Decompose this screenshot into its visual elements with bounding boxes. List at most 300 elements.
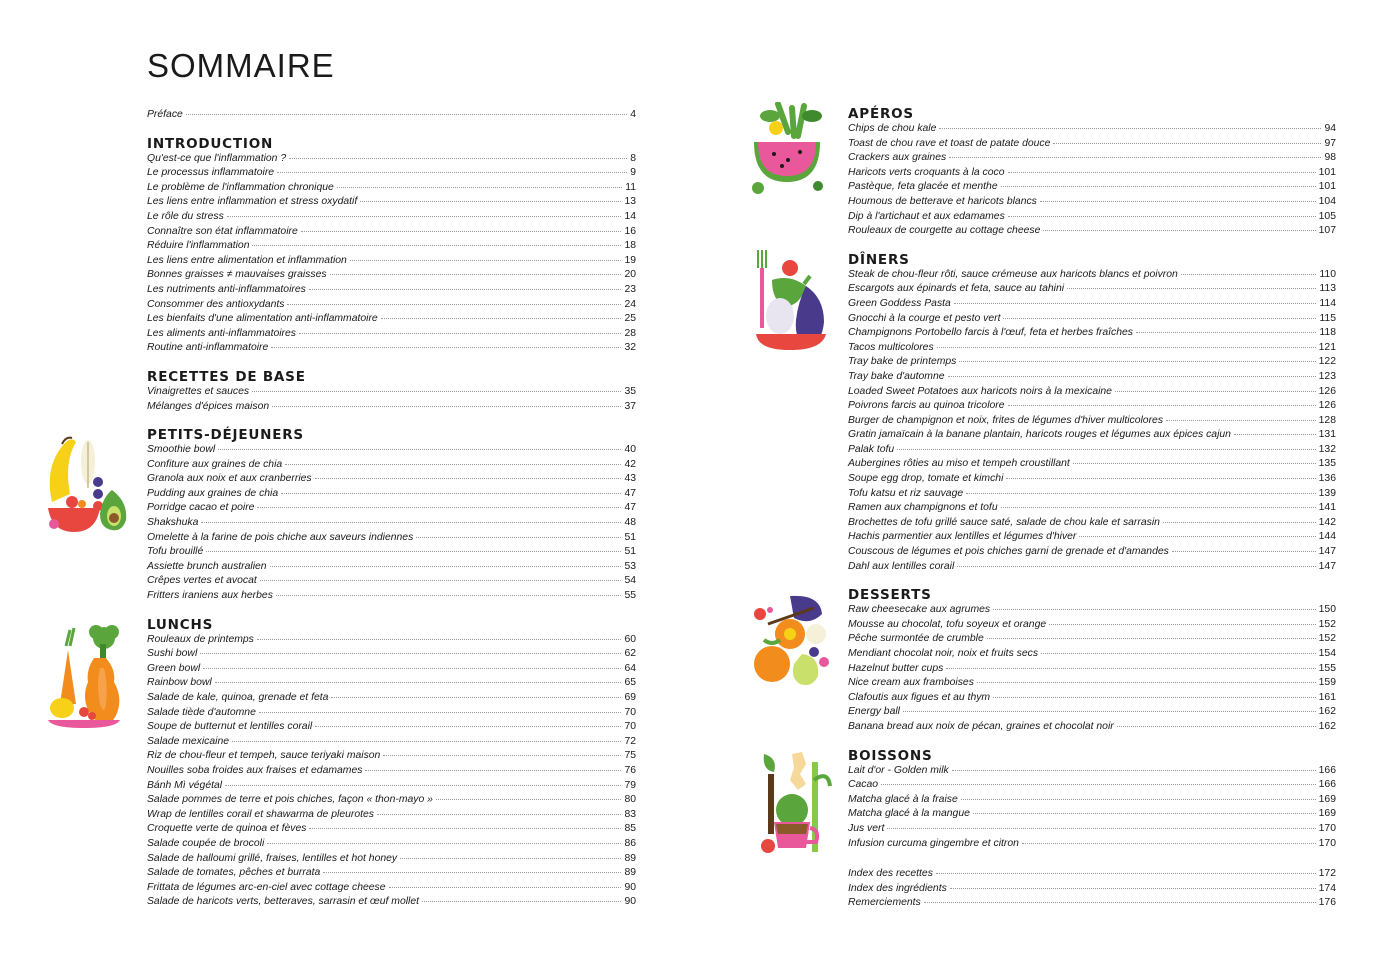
dot-leader (1006, 478, 1315, 479)
entry-title: Qu'est-ce que l'inflammation ? (147, 152, 287, 164)
entry-page-number: 4 (630, 109, 636, 120)
toc-section-lunchs (147, 617, 636, 910)
entry-page-number: 101 (1318, 181, 1336, 193)
entry-page-number: 19 (624, 254, 636, 266)
section-heading: LUNCHS (147, 616, 214, 633)
entry-title: Omelette à la farine de pois chiche aux saveurs indiennes (147, 531, 414, 543)
dot-leader (277, 172, 627, 173)
dot-leader (215, 682, 622, 683)
entry-title: Porridge cacao et poire (147, 502, 255, 514)
dot-leader (1049, 624, 1316, 625)
entry-page-number: 83 (624, 808, 636, 820)
entry-page-number: 9 (630, 167, 636, 179)
toc-entry[interactable] (848, 166, 1336, 181)
toc-entry[interactable] (147, 239, 636, 254)
lunch-vegetables-illustration (44, 624, 124, 728)
dot-leader (1043, 230, 1315, 231)
entry-title: Salade de haricots verts, betteraves, sarrasin et œuf mollet (147, 896, 420, 908)
entry-page-number: 152 (1318, 633, 1336, 645)
dot-leader (1073, 463, 1316, 464)
breakfast-fruit-illustration (42, 432, 130, 534)
toc-entry[interactable] (147, 283, 636, 298)
dot-leader (360, 201, 621, 202)
toc-entry[interactable] (147, 633, 636, 648)
toc-entry[interactable] (147, 837, 636, 852)
toc-entry[interactable] (147, 341, 636, 356)
dot-leader (186, 114, 627, 115)
entry-page-number: 37 (624, 400, 636, 412)
entry-title: Croquette verte de quinoa et fèves (147, 823, 307, 835)
entry-title: Palak tofu (848, 443, 895, 455)
entry-title: Remerciements (848, 897, 921, 909)
entry-title: Nice cream aux framboises (848, 677, 974, 689)
entry-page-number: 60 (624, 633, 636, 645)
entry-page-number: 101 (1318, 166, 1336, 178)
entry-page-number: 54 (624, 575, 636, 587)
entry-title: Tray bake d'automne (848, 370, 945, 382)
toc-entry[interactable] (848, 428, 1336, 443)
dot-leader (1181, 274, 1317, 275)
dot-leader (225, 785, 621, 786)
dinner-vegetables-illustration (750, 246, 830, 352)
entry-title: Poivrons farcis au quinoa tricolore (848, 400, 1005, 412)
toc-entry[interactable] (848, 224, 1336, 239)
toc-entry[interactable] (848, 501, 1336, 516)
entry-title: Wrap de lentilles corail et shawarma de pleurotes (147, 808, 374, 820)
entry-title: Routine anti-inflammatoire (147, 342, 269, 354)
toc-entry[interactable] (147, 298, 636, 313)
dot-leader (276, 595, 622, 596)
entry-page-number: 126 (1318, 385, 1336, 397)
toc-entry[interactable] (147, 589, 636, 604)
entry-page-number: 154 (1318, 648, 1336, 659)
entry-page-number: 122 (1318, 356, 1336, 368)
entry-title: Les liens entre inflammation et stress oxydatif (147, 196, 358, 208)
toc-entry[interactable] (848, 662, 1336, 677)
entry-title: Dahl aux lentilles corail (848, 560, 955, 572)
entry-page-number: 170 (1318, 822, 1336, 834)
entry-title: Connaître son état inflammatoire (147, 225, 298, 237)
entry-title: Haricots verts croquants à la coco (848, 166, 1005, 178)
dot-leader (1003, 318, 1316, 319)
toc-entry[interactable] (147, 516, 636, 531)
entry-title: Soupe egg drop, tomate et kimchi (848, 473, 1004, 485)
toc-entry[interactable] (147, 662, 636, 677)
entry-page-number: 89 (624, 867, 636, 879)
entry-page-number: 14 (624, 210, 636, 222)
toc-entry[interactable] (147, 108, 636, 123)
dot-leader (252, 245, 621, 246)
dot-leader (260, 580, 622, 581)
entry-page-number: 23 (624, 283, 636, 295)
dot-leader (987, 638, 1316, 639)
dot-leader (961, 799, 1316, 800)
toc-section-misc-0 (147, 108, 636, 123)
dot-leader (400, 858, 621, 859)
toc-entry[interactable] (848, 210, 1336, 225)
dot-leader (937, 347, 1316, 348)
toc-entry[interactable] (147, 808, 636, 823)
dot-leader (1136, 332, 1316, 333)
entry-page-number: 32 (624, 342, 636, 354)
page-title: SOMMAIRE (147, 47, 335, 84)
entry-page-number: 126 (1318, 400, 1336, 412)
dot-leader (203, 668, 621, 669)
entry-title: Burger de champignon et noix, frites de légumes d'hiver multicolores (848, 414, 1164, 426)
dot-leader (1008, 172, 1316, 173)
toc-entry[interactable] (848, 414, 1336, 429)
dot-leader (383, 755, 621, 756)
entry-page-number: 80 (624, 794, 636, 806)
toc-entry[interactable] (147, 225, 636, 240)
entry-title: Tacos multicolores (848, 341, 934, 353)
entry-page-number: 90 (624, 881, 636, 893)
entry-title: Vinaigrettes et sauces (147, 385, 250, 397)
entry-page-number: 53 (624, 560, 636, 572)
entry-page-number: 161 (1318, 691, 1336, 703)
dot-leader (897, 449, 1315, 450)
toc-entry[interactable] (147, 385, 636, 400)
entry-page-number: 169 (1318, 793, 1336, 805)
toc-entry[interactable] (147, 195, 636, 210)
entry-page-number: 162 (1318, 706, 1336, 718)
entry-title: Tray bake de printemps (848, 356, 957, 368)
entry-page-number: 118 (1319, 327, 1336, 339)
toc-entry[interactable] (147, 560, 636, 575)
entry-title: Index des ingrédients (848, 882, 947, 894)
toc-entry[interactable] (848, 867, 1336, 882)
toc-entry[interactable] (848, 837, 1336, 852)
entry-title: Steak de chou-fleur rôti, sauce crémeuse aux haricots blancs et poivron (848, 268, 1178, 280)
toc-entry[interactable] (848, 516, 1336, 531)
toc-entry[interactable] (147, 254, 636, 269)
toc-entry[interactable] (147, 647, 636, 662)
entry-page-number: 90 (624, 896, 636, 908)
entry-page-number: 79 (624, 779, 636, 791)
toc-entry[interactable] (147, 793, 636, 808)
dot-leader (946, 668, 1315, 669)
entry-page-number: 8 (630, 152, 636, 164)
toc-entry[interactable] (147, 866, 636, 881)
entry-page-number: 142 (1318, 516, 1336, 528)
entry-page-number: 174 (1318, 882, 1336, 894)
toc-entry[interactable] (848, 530, 1336, 545)
entry-page-number: 13 (624, 196, 636, 208)
entry-title: Smoothie bowl (147, 444, 216, 456)
entry-title: Loaded Sweet Potatoes aux haricots noirs à la mexicaine (848, 385, 1112, 397)
entry-page-number: 123 (1318, 370, 1336, 382)
toc-entry[interactable] (848, 720, 1336, 735)
toc-entry[interactable] (147, 676, 636, 691)
entry-title: Green bowl (147, 662, 201, 674)
toc-entry[interactable] (848, 195, 1336, 210)
toc-entry[interactable] (848, 778, 1336, 793)
toc-entry[interactable] (147, 764, 636, 779)
entry-title: Le problème de l'inflammation chronique (147, 181, 334, 193)
apero-watermelon-illustration (748, 102, 828, 196)
toc-entry[interactable] (147, 501, 636, 516)
dot-leader (959, 361, 1315, 362)
entry-title: Matcha glacé à la fraise (848, 793, 958, 805)
entry-page-number: 40 (624, 444, 636, 456)
dot-leader (887, 828, 1315, 829)
toc-entry[interactable] (848, 705, 1336, 720)
toc-entry[interactable] (848, 560, 1336, 575)
entry-page-number: 76 (624, 764, 636, 776)
dot-leader (973, 813, 1316, 814)
toc-entry[interactable] (147, 691, 636, 706)
toc-entry[interactable] (848, 399, 1336, 414)
entry-page-number: 55 (624, 590, 636, 602)
toc-left-column (147, 108, 636, 910)
toc-entry[interactable] (848, 603, 1336, 618)
toc-entry[interactable] (848, 282, 1336, 297)
toc-entry[interactable] (848, 355, 1336, 370)
dot-leader (1041, 653, 1316, 654)
dot-leader (977, 682, 1316, 683)
toc-entry[interactable] (848, 807, 1336, 822)
entry-page-number: 131 (1318, 429, 1336, 441)
entry-page-number: 98 (1324, 152, 1336, 164)
entry-page-number: 135 (1318, 458, 1336, 470)
entry-page-number: 155 (1318, 662, 1336, 674)
toc-section-boissons (848, 748, 1336, 852)
dot-leader (257, 639, 622, 640)
entry-title: Bánh Mì végétal (147, 779, 223, 791)
dot-leader (309, 828, 621, 829)
toc-entry[interactable] (848, 793, 1336, 808)
entry-title: Cacao (848, 779, 879, 791)
toc-entry[interactable] (848, 341, 1336, 356)
toc-entry[interactable] (848, 618, 1336, 633)
entry-page-number: 35 (624, 385, 636, 397)
entry-page-number: 166 (1318, 779, 1336, 791)
entry-title: Salade mexicaine (147, 735, 230, 747)
toc-entry[interactable] (147, 181, 636, 196)
entry-page-number: 115 (1319, 312, 1336, 324)
toc-entry[interactable] (848, 647, 1336, 662)
toc-entry[interactable] (147, 852, 636, 867)
entry-page-number: 121 (1318, 341, 1336, 353)
entry-title: Rouleaux de courgette au cottage cheese (848, 225, 1041, 237)
entry-title: Toast de chou rave et toast de patate douce (848, 137, 1051, 149)
section-heading: DÎNERS (848, 251, 910, 268)
toc-entry[interactable] (147, 472, 636, 487)
toc-entry[interactable] (848, 268, 1336, 283)
entry-title: Fritters iraniens aux herbes (147, 590, 273, 602)
toc-entry[interactable] (147, 574, 636, 589)
toc-entry[interactable] (848, 137, 1336, 152)
entry-page-number: 147 (1318, 546, 1336, 558)
dot-leader (952, 770, 1316, 771)
toc-entry[interactable] (147, 152, 636, 167)
dot-leader (299, 333, 621, 334)
toc-entry[interactable] (147, 458, 636, 473)
entry-page-number: 18 (624, 240, 636, 252)
toc-entry[interactable] (147, 720, 636, 735)
dot-leader (323, 872, 621, 873)
entry-title: Pudding aux graines de chia (147, 487, 279, 499)
entry-title: Brochettes de tofu grillé sauce saté, salade de chou kale et sarrasin (848, 516, 1160, 528)
entry-title: Mousse au chocolat, tofu soyeux et orange (848, 618, 1047, 630)
toc-entry[interactable] (848, 764, 1336, 779)
entry-title: Confiture aux graines de chia (147, 458, 283, 470)
entry-title: Matcha glacé à la mangue (848, 808, 970, 820)
toc-entry[interactable] (147, 822, 636, 837)
toc-entry[interactable] (147, 312, 636, 327)
toc-entry[interactable] (848, 882, 1336, 897)
toc-entry[interactable] (848, 545, 1336, 560)
toc-entry[interactable] (147, 210, 636, 225)
drinks-illustration (754, 750, 832, 856)
entry-title: Couscous de légumes et pois chiches garni de grenade et d'amandes (848, 546, 1169, 558)
entry-title: Assiette brunch australien (147, 560, 267, 572)
dot-leader (267, 843, 621, 844)
dessert-fruit-illustration (750, 594, 830, 690)
entry-title: Rainbow bowl (147, 677, 212, 689)
toc-entry[interactable] (147, 531, 636, 546)
dot-leader (949, 157, 1321, 158)
entry-page-number: 94 (1324, 123, 1336, 134)
entry-page-number: 110 (1319, 268, 1336, 280)
entry-title: Nouilles soba froides aux fraises et edamames (147, 764, 363, 776)
toc-entry[interactable] (848, 312, 1336, 327)
entry-page-number: 64 (624, 662, 636, 674)
toc-entry[interactable] (848, 326, 1336, 341)
entry-page-number: 176 (1318, 897, 1336, 909)
entry-page-number: 42 (624, 458, 636, 470)
dot-leader (1040, 201, 1316, 202)
dot-leader (287, 304, 621, 305)
dot-leader (1008, 405, 1316, 406)
toc-entry[interactable] (848, 487, 1336, 502)
entry-title: Granola aux noix et aux cranberries (147, 473, 312, 485)
dot-leader (270, 566, 622, 567)
section-heading: PETITS-DÉJEUNERS (147, 427, 304, 444)
toc-entry[interactable] (147, 881, 636, 896)
section-heading: INTRODUCTION (147, 135, 274, 152)
toc-entry[interactable] (147, 735, 636, 750)
dot-leader (301, 231, 622, 232)
section-heading: RECETTES DE BASE (147, 368, 306, 385)
toc-section-recettes-de-base (147, 369, 636, 414)
dot-leader (950, 888, 1316, 889)
toc-entry[interactable] (147, 487, 636, 502)
toc-entry[interactable] (147, 749, 636, 764)
dot-leader (966, 493, 1316, 494)
entry-title: Riz de chou-fleur et tempeh, sauce teriyaki maison (147, 750, 381, 762)
toc-entry[interactable] (147, 895, 636, 910)
toc-entry[interactable] (848, 297, 1336, 312)
entry-title: Salade tiède d'automne (147, 706, 256, 718)
entry-page-number: 85 (624, 823, 636, 835)
entry-title: Energy ball (848, 706, 900, 718)
entry-title: Consommer des antioxydants (147, 298, 285, 310)
dot-leader (337, 187, 622, 188)
entry-page-number: 114 (1319, 297, 1336, 309)
entry-page-number: 166 (1318, 764, 1336, 776)
entry-page-number: 51 (624, 546, 636, 558)
dot-leader (1115, 391, 1316, 392)
dot-leader (200, 653, 621, 654)
entry-title: Salade de kale, quinoa, grenade et feta (147, 692, 329, 703)
toc-entry[interactable] (848, 180, 1336, 195)
section-heading: BOISSONS (848, 747, 933, 764)
toc-entry[interactable] (848, 691, 1336, 706)
dot-leader (252, 391, 621, 392)
entry-page-number: 97 (1324, 137, 1336, 149)
dot-leader (936, 873, 1316, 874)
entry-title: Lait d'or - Golden milk (848, 764, 949, 776)
toc-entry[interactable] (848, 443, 1336, 458)
dot-leader (1117, 726, 1316, 727)
dot-leader (924, 902, 1316, 903)
dot-leader (272, 406, 621, 407)
dot-leader (271, 347, 621, 348)
toc-entry[interactable] (848, 385, 1336, 400)
dot-leader (993, 697, 1316, 698)
entry-title: Le rôle du stress (147, 210, 224, 222)
toc-entry[interactable] (848, 896, 1336, 911)
toc-entry[interactable] (147, 400, 636, 415)
dot-leader (957, 566, 1315, 567)
toc-entry[interactable] (147, 268, 636, 283)
dot-leader (881, 784, 1316, 785)
toc-entry[interactable] (848, 632, 1336, 647)
entry-title: Réduire l'inflammation (147, 240, 250, 252)
section-heading: APÉROS (848, 106, 914, 122)
toc-entry[interactable] (848, 151, 1336, 166)
toc-entry[interactable] (147, 166, 636, 181)
dot-leader (257, 507, 621, 508)
toc-section-desserts (848, 587, 1336, 734)
dot-leader (1001, 186, 1316, 187)
toc-entry[interactable] (848, 457, 1336, 472)
toc-section-misc-4 (848, 851, 1336, 911)
entry-title: Champignons Portobello farcis à l'œuf, feta et herbes fraîches (848, 327, 1133, 339)
entry-page-number: 70 (624, 721, 636, 733)
dot-leader (330, 274, 622, 275)
entry-page-number: 69 (624, 692, 636, 703)
toc-entry[interactable] (147, 545, 636, 560)
entry-title: Tofu brouillé (147, 546, 204, 558)
dot-leader (206, 551, 621, 552)
toc-entry[interactable] (147, 327, 636, 342)
entry-page-number: 28 (624, 327, 636, 339)
dot-leader (1234, 434, 1316, 435)
dot-leader (1079, 536, 1315, 537)
toc-entry[interactable] (848, 472, 1336, 487)
entry-title: Soupe de butternut et lentilles corail (147, 721, 313, 733)
entry-page-number: 16 (624, 225, 636, 237)
toc-entry[interactable] (147, 443, 636, 458)
entry-title: Index des recettes (848, 868, 933, 880)
toc-entry[interactable] (848, 676, 1336, 691)
toc-entry[interactable] (147, 706, 636, 721)
entry-title: Gnocchi à la courge et pesto vert (848, 312, 1001, 324)
toc-section-petits-dejeuners (147, 427, 636, 604)
entry-title: Pastèque, feta glacée et menthe (848, 181, 998, 193)
entry-page-number: 113 (1319, 283, 1336, 295)
entry-title: Gratin jamaïcain à la banane plantain, haricots rouges et légumes aux épices cajun (848, 429, 1231, 441)
dot-leader (1067, 288, 1316, 289)
toc-entry[interactable] (147, 779, 636, 794)
dot-leader (350, 260, 622, 261)
dot-leader (377, 814, 621, 815)
toc-entry[interactable] (848, 122, 1336, 137)
toc-entry[interactable] (848, 822, 1336, 837)
toc-entry[interactable] (848, 370, 1336, 385)
